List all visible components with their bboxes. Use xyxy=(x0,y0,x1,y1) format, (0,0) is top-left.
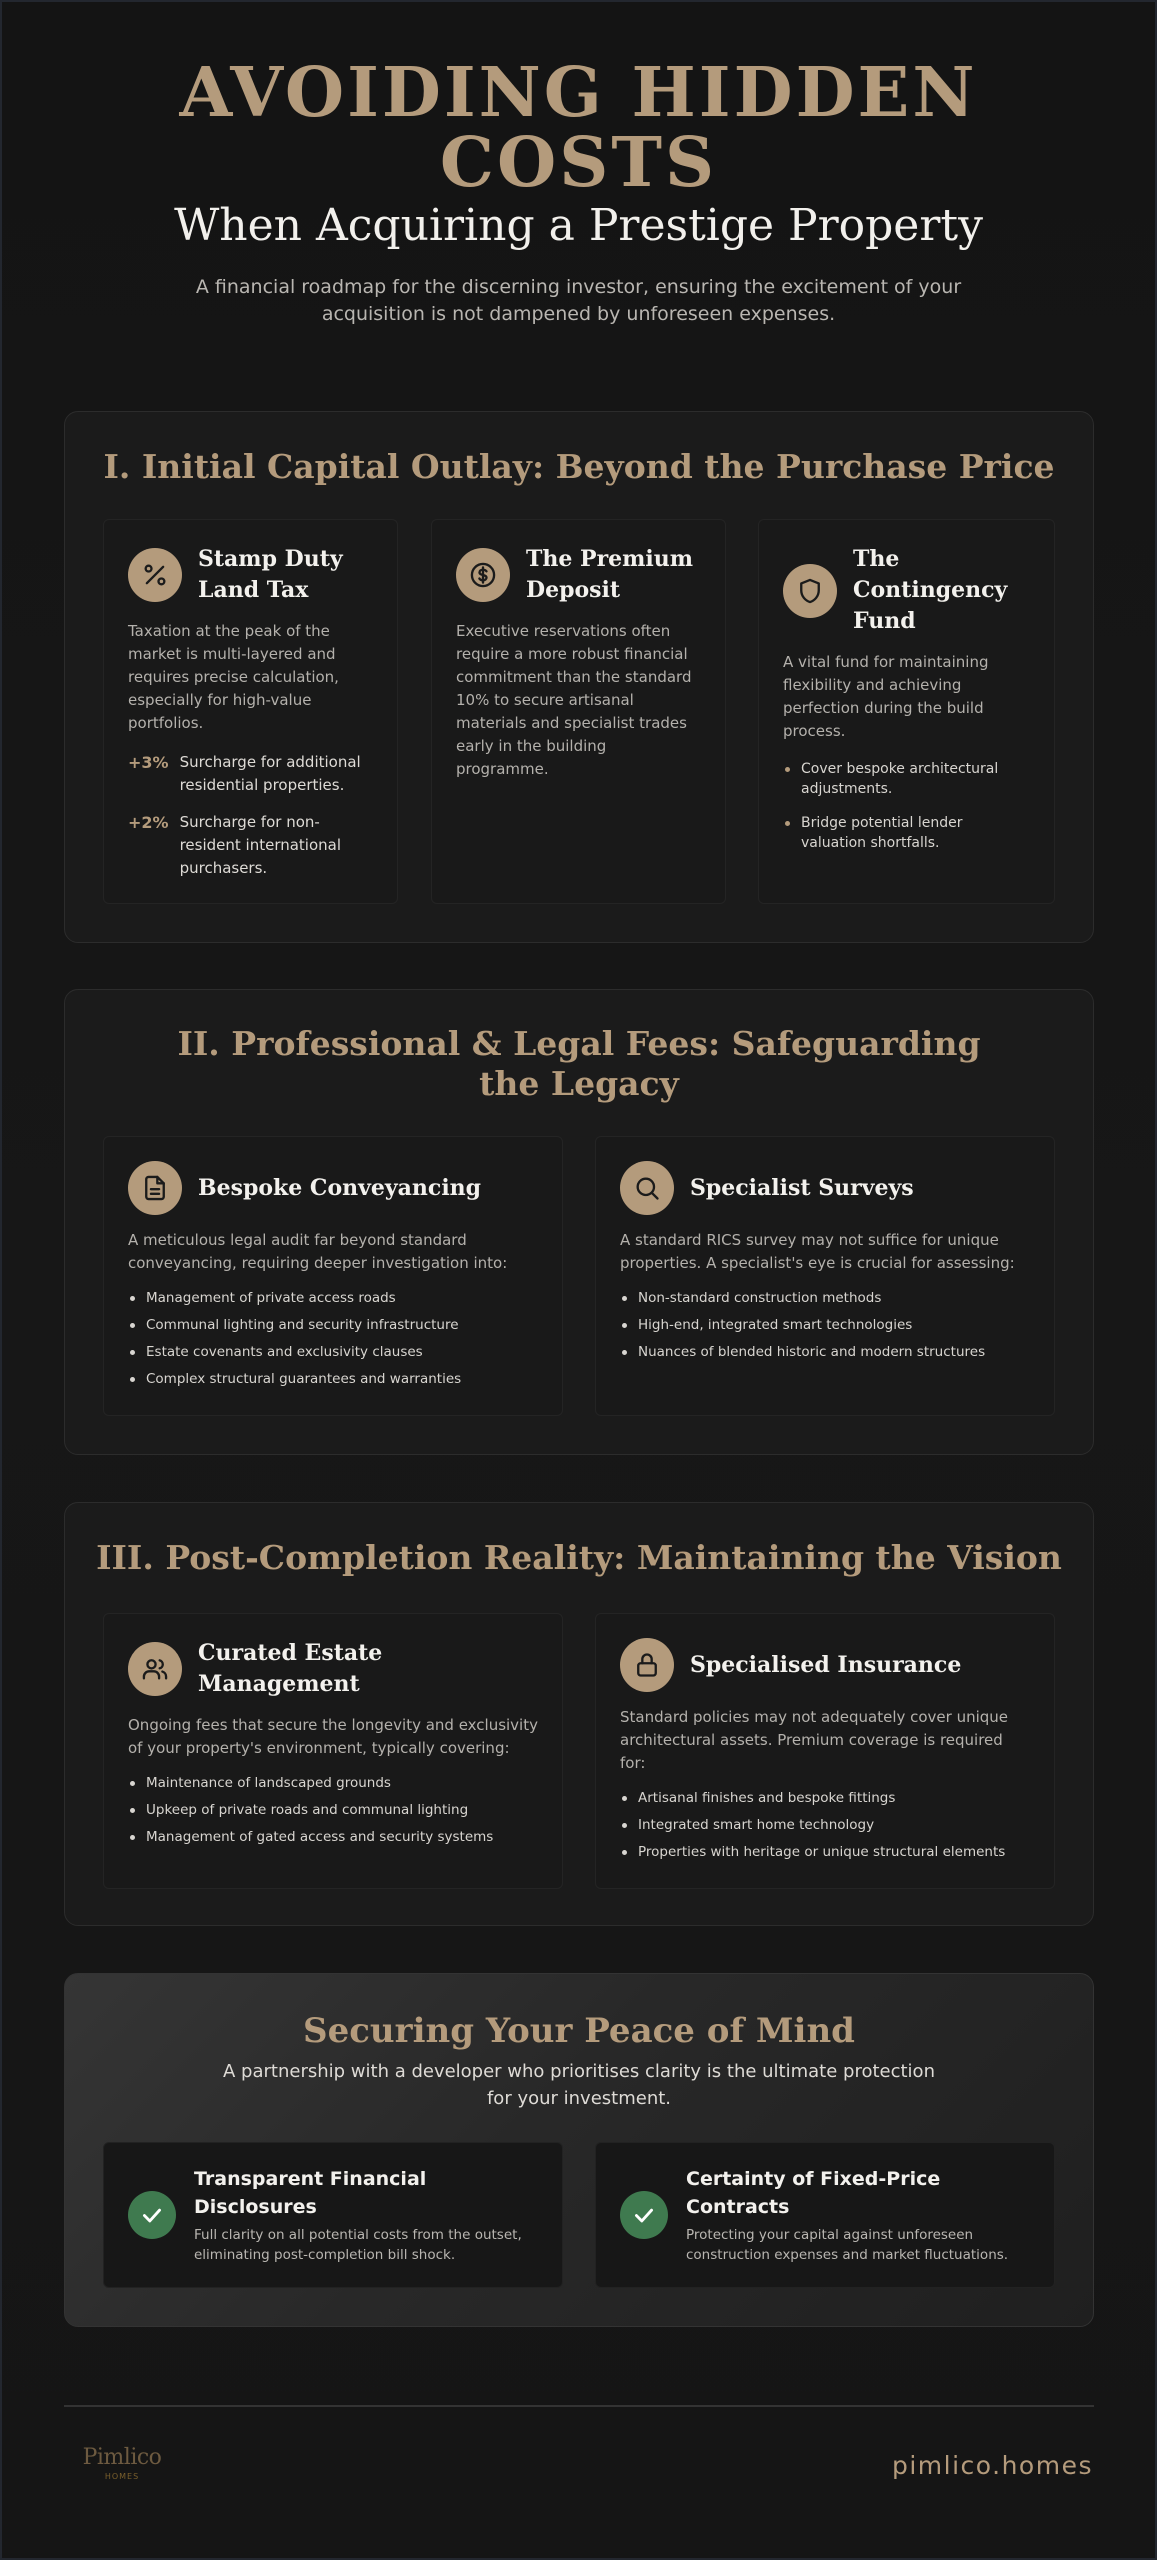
card-header xyxy=(128,544,373,606)
card-title: Specialised Insurance xyxy=(690,1651,962,1678)
section-initial-capital xyxy=(64,411,1094,943)
list-item: Management of gated access and security systems xyxy=(128,1827,538,1847)
list-item: Estate covenants and exclusivity clauses xyxy=(128,1342,538,1362)
card-title: The Premium Deposit xyxy=(526,546,694,603)
page-title: AVOIDING HIDDEN COSTS xyxy=(179,53,978,203)
document-icon xyxy=(128,1161,182,1215)
card-title: The Contingency Fund xyxy=(853,546,1008,634)
card-text: Protecting your capital against unforeseen construction expenses and market fluctuations. xyxy=(686,2227,1009,2263)
lock-icon xyxy=(620,1638,674,1692)
card-text: A standard RICS survey may not suffice for unique properties. A specialist's eye is crucial for assessing: xyxy=(620,1231,1015,1272)
card-header xyxy=(620,1638,1030,1692)
card-text: Full clarity on all potential costs from the outset, eliminating post-completion bill shock. xyxy=(194,2227,522,2263)
card-text: Ongoing fees that secure the longevity and exclusivity of your property's environment, typically covering: xyxy=(128,1716,538,1757)
logo-wordmark: Pimlico xyxy=(82,2445,162,2470)
card-header xyxy=(620,1161,1030,1215)
footer-divider xyxy=(64,2405,1094,2407)
pimlico-logo[interactable] xyxy=(76,2444,168,2494)
surcharge-label: Surcharge for additional residential properties. xyxy=(179,753,361,794)
surcharge-row xyxy=(128,751,373,797)
conveyancing-list xyxy=(128,1288,538,1389)
card-specialised-insurance xyxy=(595,1613,1055,1889)
list-item: High-end, integrated smart technologies xyxy=(620,1315,1030,1335)
estate-management-list xyxy=(128,1773,538,1847)
card-title: Specialist Surveys xyxy=(690,1174,914,1201)
percent-icon xyxy=(128,548,182,602)
page-intro: A financial roadmap for the discerning investor, ensuring the excitement of your acquisition is not dampened by unforeseen expenses. xyxy=(195,276,962,325)
list-item: Cover bespoke architectural adjustments. xyxy=(783,759,1030,799)
card-text: Taxation at the peak of the market is multi-layered and requires precise calculation, especially for high-value portfolios. xyxy=(128,622,339,732)
card-header xyxy=(128,1161,538,1215)
list-item: Complex structural guarantees and warranties xyxy=(128,1369,538,1389)
check-icon xyxy=(620,2191,668,2239)
hero xyxy=(0,53,1157,328)
card-title: Curated Estate Management xyxy=(198,1640,383,1697)
list-item: Communal lighting and security infrastructure xyxy=(128,1315,538,1335)
check-icon xyxy=(128,2191,176,2239)
section-subtitle: A partnership with a developer who prioritises clarity is the ultimate protection for your investment. xyxy=(223,2061,935,2109)
shield-icon xyxy=(783,564,837,618)
card-title: Transparent Financial Disclosures xyxy=(194,2168,427,2218)
list-item: Upkeep of private roads and communal lighting xyxy=(128,1800,538,1820)
list-item: Properties with heritage or unique structural elements xyxy=(620,1842,1030,1862)
logo-subtext: HOMES xyxy=(104,2472,140,2481)
surcharge-label: Surcharge for non-resident international purchasers. xyxy=(179,813,342,877)
surcharge-value: +3% xyxy=(128,753,169,772)
section-title: II. Professional & Legal Fees: Safeguarding the Legacy xyxy=(177,1024,981,1103)
section-peace-of-mind xyxy=(64,1973,1094,2327)
card-stamp-duty xyxy=(103,519,398,904)
surveys-list xyxy=(620,1288,1030,1362)
list-item: Non-standard construction methods xyxy=(620,1288,1030,1308)
page-subtitle: When Acquiring a Prestige Property xyxy=(174,200,983,251)
section-title: Securing Your Peace of Mind xyxy=(303,2011,855,2051)
section-professional-fees xyxy=(64,989,1094,1455)
card-header xyxy=(128,1638,538,1700)
card-text: A vital fund for maintaining flexibility and achieving perfection during the build process. xyxy=(783,653,989,740)
section-title: III. Post-Completion Reality: Maintaining the Vision xyxy=(96,1538,1062,1577)
card-text: A meticulous legal audit far beyond standard conveyancing, requiring deeper investigation into: xyxy=(128,1231,508,1272)
list-item: Management of private access roads xyxy=(128,1288,538,1308)
card-fixed-price-contracts xyxy=(595,2142,1055,2288)
card-title: Stamp Duty Land Tax xyxy=(198,546,343,603)
section-post-completion xyxy=(64,1502,1094,1926)
card-text: Standard policies may not adequately cover unique architectural assets. Premium coverage is required for: xyxy=(620,1708,1009,1772)
surcharge-value: +2% xyxy=(128,813,169,832)
insurance-list xyxy=(620,1788,1030,1862)
card-estate-management xyxy=(103,1613,563,1889)
list-item: Artisanal finishes and bespoke fittings xyxy=(620,1788,1030,1808)
card-header xyxy=(456,544,701,606)
card-conveyancing xyxy=(103,1136,563,1416)
section-title: I. Initial Capital Outlay: Beyond the Purchase Price xyxy=(103,447,1055,486)
card-specialist-surveys xyxy=(595,1136,1055,1416)
search-icon xyxy=(620,1161,674,1215)
list-item: Integrated smart home technology xyxy=(620,1815,1030,1835)
card-transparent-disclosures xyxy=(103,2142,563,2288)
card-title: Bespoke Conveyancing xyxy=(198,1174,482,1201)
list-item: Bridge potential lender valuation shortfalls. xyxy=(783,813,1030,853)
list-item: Maintenance of landscaped grounds xyxy=(128,1773,538,1793)
website-link[interactable]: pimlico.homes xyxy=(891,2451,1093,2480)
card-contingency-fund xyxy=(758,519,1055,904)
card-title: Certainty of Fixed-Price Contracts xyxy=(686,2168,941,2218)
dollar-coin-icon xyxy=(456,548,510,602)
list-item: Nuances of blended historic and modern structures xyxy=(620,1342,1030,1362)
surcharge-row xyxy=(128,811,373,880)
card-header xyxy=(783,544,1030,637)
contingency-list xyxy=(783,759,1030,853)
card-text: Executive reservations often require a more robust financial commitment than the standard 10% to secure artisanal materials and specialist trades early in the building programme. xyxy=(456,622,692,778)
card-premium-deposit xyxy=(431,519,726,904)
users-icon xyxy=(128,1642,182,1696)
